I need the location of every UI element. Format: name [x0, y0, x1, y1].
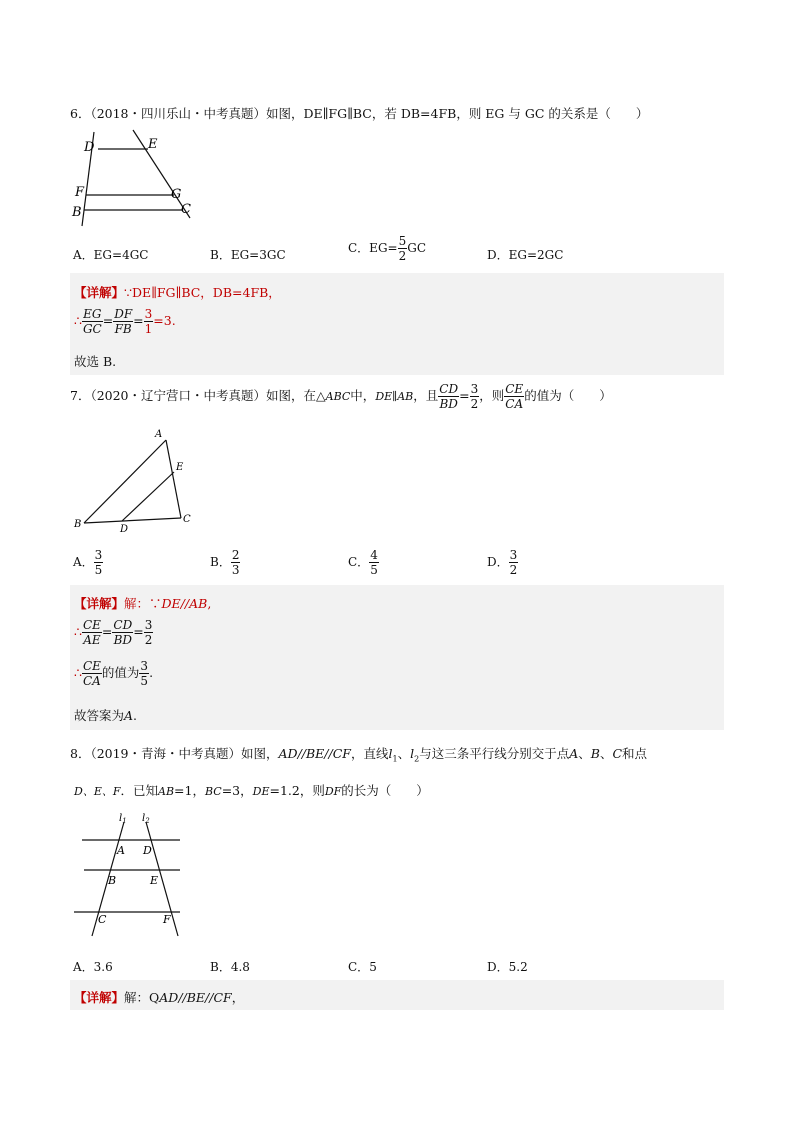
- q6-figure: [70, 128, 200, 228]
- q8-label-e: E: [150, 874, 159, 887]
- q7-label-c: C: [183, 514, 191, 525]
- q8-option-b: B．4.8: [210, 960, 250, 974]
- q7-solution-line3: ∴ $\frac{CE}{CA}$ 的值为 $\frac{3}{5}$ .: [74, 659, 154, 688]
- q8-label-b: B: [108, 874, 117, 887]
- q7-option-d: D． $\frac{3}{2}$: [487, 548, 518, 577]
- q7-solution-line1: 【详解】解：∵DE//AB,: [74, 596, 212, 611]
- q8-stem-line2: D、E、F．已知AB=1，BC=3，DE=1.2，则DF的长为（ ）: [74, 783, 429, 798]
- q8-label-l2: $l_2$: [142, 813, 150, 825]
- q6-solution-box: [70, 273, 724, 375]
- q7-label-a: A: [155, 429, 163, 440]
- q6-label-c: C: [181, 202, 191, 217]
- q7-solution-line2: ∴ $\frac{CE}{AE}$ = $\frac{CD}{BD}$ = $\frac{3}{2}$: [74, 618, 153, 647]
- q8-stem-line1: 8．（2019・青海・中考真题）如图，AD//BE//CF，直线$l_1$、$l_2$与这三条平行线分别交于点A、B、C和点: [70, 746, 648, 764]
- q8-option-a: A．3.6: [73, 960, 113, 974]
- q6-label-d: D: [84, 140, 95, 155]
- q8-label-a: A: [117, 844, 125, 857]
- q8-solution-box: [70, 980, 724, 1010]
- q6-solution-line3: 故选 B.: [74, 354, 117, 369]
- q7-stem: 7．（2020・辽宁营口・中考真题）如图，在△ABC中，DE∥AB，且 $\frac{CD}{BD}$ = $\frac{3}{2}$ ，则 $\frac{CE}{CA}$ 的值为（ ）: [70, 382, 612, 411]
- q8-solution-line1: 【详解】解：QAD//BE//CF，: [74, 990, 245, 1005]
- q7-label-e: E: [176, 462, 184, 473]
- q7-option-c: C． $\frac{4}{5}$: [348, 548, 378, 577]
- q6-solution-line1: 【详解】∵DE∥FG∥BC，DB=4FB，: [74, 285, 281, 300]
- q8-option-d: D．5.2: [487, 960, 528, 974]
- q6-option-d: D．EG=2GC: [487, 248, 564, 262]
- q6-stem: 6．（2018・四川乐山・中考真题）如图，DE∥FG∥BC，若 DB=4FB，则 EG 与 GC 的关系是（ ）: [70, 106, 649, 121]
- q6-option-b: B．EG=3GC: [210, 248, 286, 262]
- q7-option-b: B． $\frac{2}{3}$: [210, 548, 240, 577]
- q6-solution-line2: ∴ $\frac{EG}{GC}$ = $\frac{DF}{FB}$ = $\frac{3}{1}$ =3.: [74, 307, 176, 336]
- q7-figure: [70, 426, 200, 536]
- q7-label-b: B: [74, 519, 82, 530]
- q6-label-f: F: [75, 185, 85, 200]
- q6-label-e: E: [148, 137, 158, 152]
- q6-label-b: B: [72, 205, 82, 220]
- q8-option-c: C．5: [348, 960, 377, 974]
- q8-label-l1: $l_1$: [119, 813, 127, 825]
- q7-label-d: D: [120, 524, 129, 535]
- q8-label-f: F: [163, 913, 171, 926]
- q6-option-a: A．EG=4GC: [73, 248, 149, 262]
- q6-option-c: C．EG= $\frac{5}{2}$ GC: [348, 234, 427, 263]
- q7-solution-box: [70, 585, 724, 730]
- q8-label-c: C: [98, 913, 107, 926]
- q8-figure: [70, 810, 200, 940]
- q7-option-a: A． $\frac{3}{5}$: [73, 548, 103, 577]
- q8-label-d: D: [143, 844, 152, 857]
- q7-solution-line4: 故答案为A.: [74, 708, 138, 723]
- q6-label-g: G: [171, 187, 182, 202]
